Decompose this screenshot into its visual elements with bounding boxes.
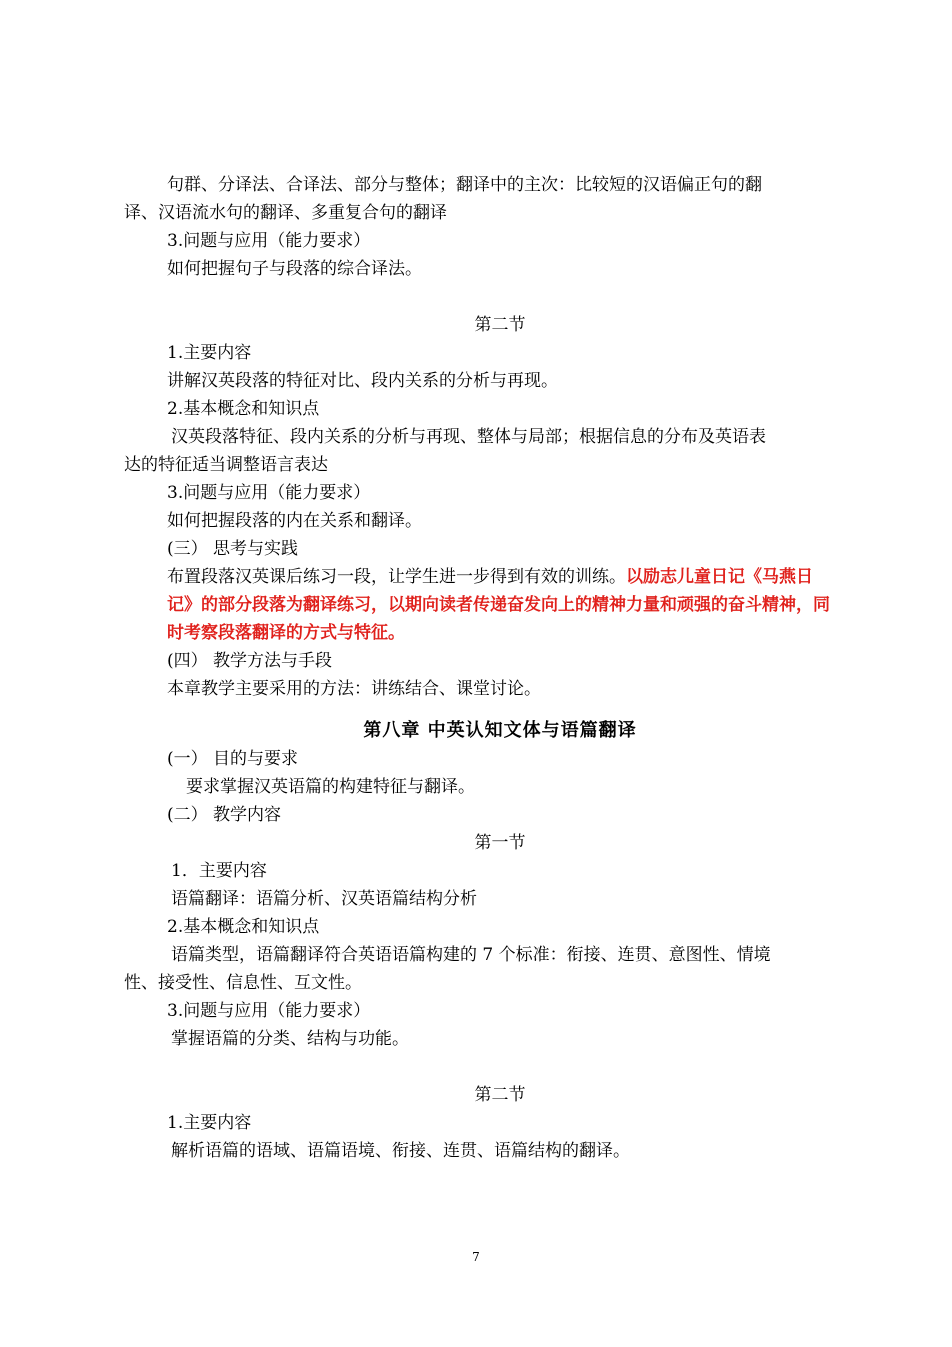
text-line: 本章教学主要采用的方法：讲练结合、课堂讨论。 — [167, 679, 541, 699]
subheading: (四） 教学方法与手段 — [167, 651, 333, 671]
section-title: 第二节 — [474, 1085, 526, 1105]
text-line: 掌握语篇的分类、结构与功能。 — [171, 1029, 409, 1049]
paragraph — [124, 563, 836, 647]
text-line: 性、接受性、信息性、互文性。 — [124, 973, 362, 993]
text-line: 如何把握句子与段落的综合译法。 — [167, 259, 422, 279]
subheading: 3.问题与应用（能力要求） — [167, 483, 371, 503]
text-line: 达的特征适当调整语言表达 — [124, 455, 328, 475]
highlighted-text: 以励志儿童日记《马燕日记》的部分段落为翻译练习，以期向读者传递奋发向上的精神力量和顽强的奋斗精神，同时考察段落翻译的方式与特征。 — [167, 567, 830, 643]
subheading: 2.基本概念和知识点 — [167, 917, 320, 937]
text-line: 汉英段落特征、段内关系的分析与再现、整体与局部；根据信息的分布及英语表 — [171, 427, 766, 447]
paragraph-text: 布置段落汉英课后练习一段，让学生进一步得到有效的训练。 — [167, 567, 626, 587]
subheading: (二） 教学内容 — [167, 805, 282, 825]
text-line: 语篇翻译：语篇分析、汉英语篇结构分析 — [171, 889, 477, 909]
text-line: 解析语篇的语域、语篇语境、衔接、连贯、语篇结构的翻译。 — [171, 1141, 630, 1161]
text-line: 句群、分译法、合译法、部分与整体；翻译中的主次：比较短的汉语偏正句的翻 — [167, 175, 762, 195]
chapter-title: 第八章 中英认知文体与语篇翻译 — [363, 720, 637, 741]
subheading: 3.问题与应用（能力要求） — [167, 231, 371, 251]
page-number: 7 — [472, 1250, 480, 1264]
text-line: 语篇类型，语篇翻译符合英语语篇构建的 7 个标准：衔接、连贯、意图性、情境 — [171, 945, 771, 965]
text-line: 讲解汉英段落的特征对比、段内关系的分析与再现。 — [167, 371, 558, 391]
subheading: (一） 目的与要求 — [167, 749, 299, 769]
section-title: 第二节 — [474, 315, 526, 335]
text-line: 要求掌握汉英语篇的构建特征与翻译。 — [186, 777, 475, 797]
subheading: 2.基本概念和知识点 — [167, 399, 320, 419]
subheading: 1.主要内容 — [167, 343, 252, 363]
subheading: 1．主要内容 — [171, 861, 267, 881]
subheading: 1.主要内容 — [167, 1113, 252, 1133]
section-title: 第一节 — [474, 833, 526, 853]
text-line: 译、汉语流水句的翻译、多重复合句的翻译 — [124, 203, 447, 223]
document-body — [124, 171, 836, 1165]
subheading: 3.问题与应用（能力要求） — [167, 1001, 371, 1021]
subheading: (三） 思考与实践 — [167, 539, 299, 559]
text-line: 如何把握段落的内在关系和翻译。 — [167, 511, 422, 531]
